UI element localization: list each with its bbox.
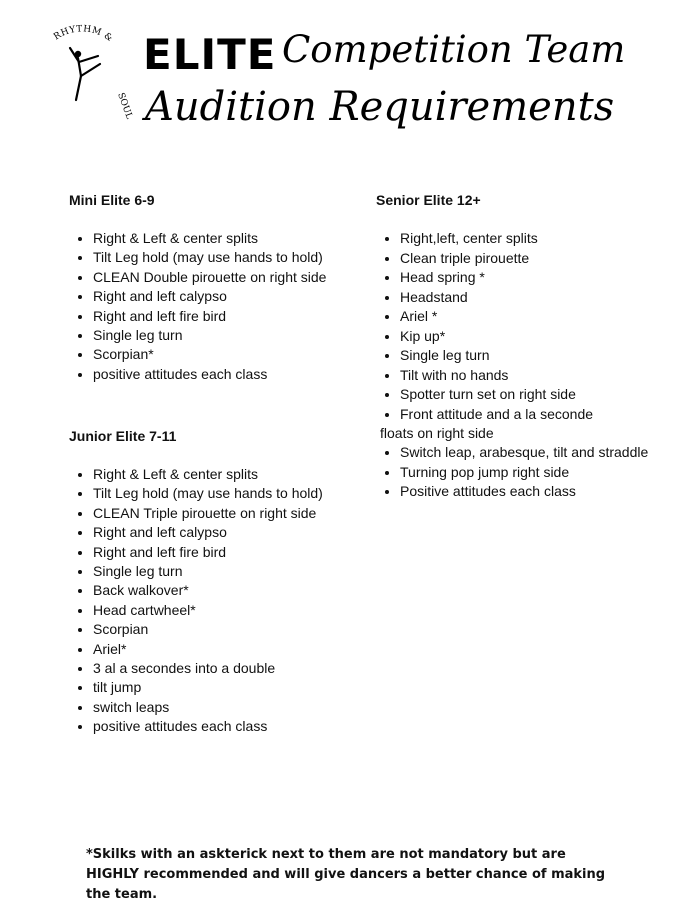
list-item: • Head cartwheel* xyxy=(93,601,323,620)
list-item: • Right and left fire bird xyxy=(93,543,323,562)
list-item: • Kip up* xyxy=(400,327,593,347)
section-title-senior-elite: Senior Elite 12+ xyxy=(376,192,481,208)
list-item: • Switch leap, arabesque, tilt and straddle xyxy=(400,443,648,463)
logo-text-top: RHYTHM & xyxy=(52,24,115,45)
title-audition-requirements: Audition Requirements xyxy=(145,84,615,130)
senior-elite-list-continued xyxy=(376,443,648,502)
senior-elite-list xyxy=(376,229,593,424)
list-item: • Right & Left & center splits xyxy=(93,229,326,248)
list-item: • CLEAN Double pirouette on right side xyxy=(93,268,326,287)
list-item: • Turning pop jump right side xyxy=(400,463,648,483)
list-item: • Single leg turn xyxy=(400,346,593,366)
list-item: • Tilt with no hands xyxy=(400,366,593,386)
list-item: • Right and left calypso xyxy=(93,287,326,306)
list-item: • Right and left calypso xyxy=(93,523,323,542)
list-item: • Ariel* xyxy=(93,640,323,659)
list-item: • Scorpian xyxy=(93,620,323,639)
company-logo xyxy=(26,20,138,132)
list-item: • positive attitudes each class xyxy=(93,717,323,736)
junior-elite-list xyxy=(69,465,323,737)
title-elite: ELITE xyxy=(143,30,277,79)
svg-text:RHYTHM & xyxy=(52,24,114,44)
list-item: • Spotter turn set on right side xyxy=(400,385,593,405)
list-item: • Back walkover* xyxy=(93,581,323,600)
list-item: • positive attitudes each class xyxy=(93,365,326,384)
section-title-mini-elite: Mini Elite 6-9 xyxy=(69,192,155,208)
list-item: • Single leg turn xyxy=(93,326,326,345)
list-item: • Right & Left & center splits xyxy=(93,465,323,484)
list-item: • Headstand xyxy=(400,288,593,308)
svg-text:DANCE COMPANY xyxy=(46,88,106,124)
section-title-junior-elite: Junior Elite 7-11 xyxy=(69,428,177,444)
list-item: • Head spring * xyxy=(400,268,593,288)
dancer-silhouette-icon xyxy=(70,48,100,100)
list-item: • switch leaps xyxy=(93,698,323,717)
list-item: • Right,left, center splits xyxy=(400,229,593,249)
list-item: • Front attitude and a la seconde xyxy=(400,405,593,425)
list-item: • Clean triple pirouette xyxy=(400,249,593,269)
list-item: • Positive attitudes each class xyxy=(400,482,648,502)
list-item: • Tilt Leg hold (may use hands to hold) xyxy=(93,248,326,267)
list-item: • Ariel * xyxy=(400,307,593,327)
list-item: • Tilt Leg hold (may use hands to hold) xyxy=(93,484,323,503)
list-item: • Single leg turn xyxy=(93,562,323,581)
list-item-continuation: floats on right side xyxy=(380,425,494,441)
logo-text-side: SOUL xyxy=(115,91,134,121)
list-item: • 3 al a secondes into a double xyxy=(93,659,323,678)
title-competition-team: Competition Team xyxy=(282,28,626,71)
list-item: • Right and left fire bird xyxy=(93,307,326,326)
logo-text-bottom: DANCE COMPANY xyxy=(45,87,106,124)
list-item: • tilt jump xyxy=(93,678,323,697)
list-item: • Scorpian* xyxy=(93,345,326,364)
list-item: • CLEAN Triple pirouette on right side xyxy=(93,504,323,523)
footnote: *Skilks with an askterick next to them are not mandatory but are HIGHLY recommended and will give dancers a better chance of making the team. xyxy=(86,847,606,902)
mini-elite-list xyxy=(69,229,326,384)
